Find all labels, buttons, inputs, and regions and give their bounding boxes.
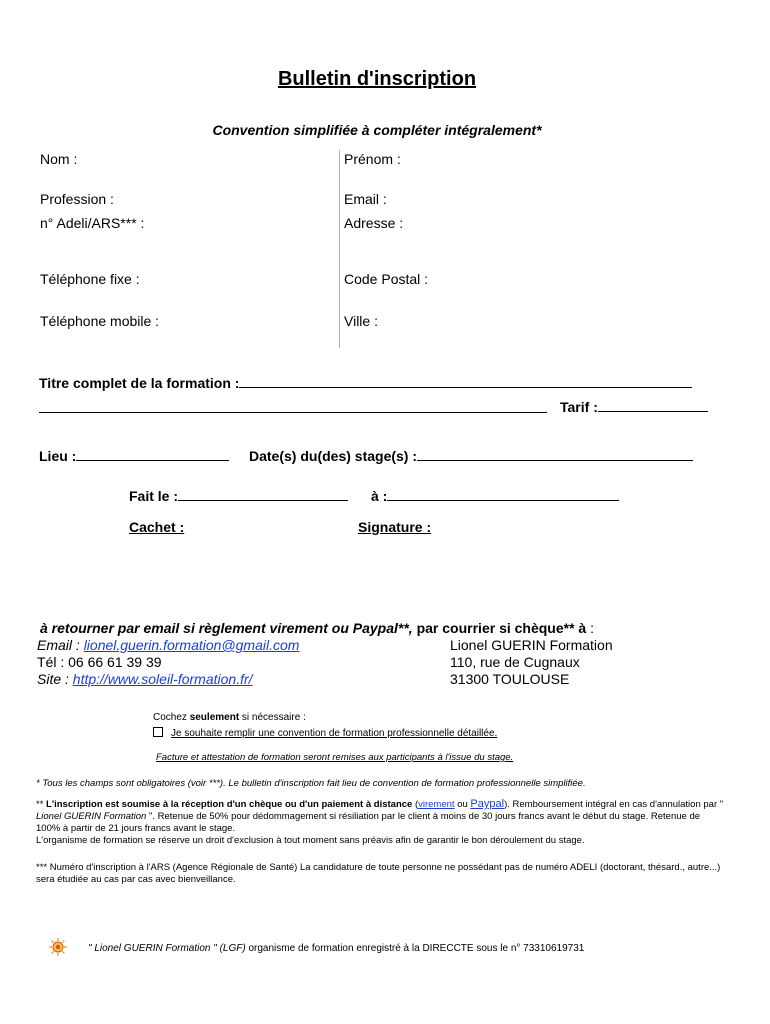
address-city: 31300 TOULOUSE xyxy=(450,671,570,687)
retour-intro-bold: par courrier si chèque** à xyxy=(412,620,587,636)
cochez-pre: Cochez xyxy=(153,712,190,723)
page-title: Bulletin d'inscription xyxy=(277,68,477,90)
convention-checkbox[interactable] xyxy=(153,727,163,737)
field-profession[interactable]: Profession : xyxy=(40,191,114,207)
titre-formation-row xyxy=(39,373,692,391)
note-ars: *** Numéro d'inscription à l'ARS (Agence Régionale de Santé) La candidature de toute personne ne possédant pas de numéro ADELI (doctorant, thésard., autre...) sera étudiée au cas par cas avec bienveillance. xyxy=(36,862,721,885)
facture-note: Facture et attestation de formation seront remises aux participants à l'issue du stage. xyxy=(156,752,514,763)
field-adresse[interactable]: Adresse : xyxy=(344,215,404,231)
page-subtitle: Convention simplifiée à compléter intégralement* xyxy=(212,122,542,138)
field-code-postal[interactable]: Code Postal : xyxy=(344,271,429,287)
tarif-line[interactable] xyxy=(598,397,708,412)
note2-exclusion: L'organisme de formation se réserve un droit d'exclusion à tout moment sans préavis afin de garantir le bon déroulement du stage. xyxy=(36,835,585,846)
note2-ou: ou xyxy=(454,799,471,810)
titre-formation-line-2[interactable] xyxy=(39,398,547,413)
lieu-line[interactable] xyxy=(76,446,229,461)
column-divider xyxy=(339,150,340,348)
cochez-bold: seulement xyxy=(189,712,240,723)
footer-lgf: (LGF) xyxy=(216,943,246,954)
field-nom[interactable]: Nom : xyxy=(40,151,78,167)
lieu-row xyxy=(39,446,229,464)
tarif-row xyxy=(560,397,708,415)
note2-bold: L'inscription est soumise à la réception d'un chèque ou d'un paiement à distance xyxy=(46,799,413,810)
field-ville[interactable]: Ville : xyxy=(344,313,378,329)
retour-intro-italic: à retourner par email si règlement virement ou Paypal**, xyxy=(40,620,413,636)
field-email[interactable]: Email : xyxy=(344,191,387,207)
note2-open: ( xyxy=(412,799,419,810)
dates-row xyxy=(249,446,693,464)
address-street: 110, rue de Cugnaux xyxy=(450,654,580,670)
cachet-label: Cachet : xyxy=(129,519,185,535)
fait-le-row xyxy=(129,486,348,504)
dates-line[interactable] xyxy=(417,446,693,461)
convention-option[interactable] xyxy=(153,727,497,739)
virement-link[interactable]: virement xyxy=(418,799,455,810)
site-link[interactable]: http://www.soleil-formation.fr/ xyxy=(72,671,253,687)
a-label: à : xyxy=(371,488,388,504)
email-link[interactable]: lionel.guerin.formation@gmail.com xyxy=(83,637,300,653)
footer-rest: organisme de formation enregistré à la DIRECCTE sous le n° 73310619731 xyxy=(245,943,585,954)
fait-le-line[interactable] xyxy=(178,486,348,501)
note2-rest2: ". Retenue de 50% pour dédommagement si résiliation par le client à moins de 30 jours francs avant le début du stage. Retenue de 100% à partir de 21 jours francs avant le stage. xyxy=(36,811,701,834)
note-payment xyxy=(36,798,726,847)
field-prenom[interactable]: Prénom : xyxy=(344,151,401,167)
email-label: Email : xyxy=(37,637,84,653)
field-telephone-mobile[interactable]: Téléphone mobile : xyxy=(40,313,160,329)
signature-label: Signature : xyxy=(358,519,432,535)
contact-tel: Tél : 06 66 61 39 39 xyxy=(37,654,162,670)
field-telephone-fixe[interactable]: Téléphone fixe : xyxy=(40,271,140,287)
sun-logo-icon xyxy=(48,937,68,957)
retour-instructions xyxy=(40,620,594,636)
lieu-label: Lieu : xyxy=(39,448,77,464)
titre-formation-label: Titre complet de la formation : xyxy=(39,375,240,391)
note-fields-required: * Tous les champs sont obligatoires (voir ***). Le bulletin d'inscription fait lieu de convention de formation professionnelle simplifiée. xyxy=(36,778,586,789)
contact-site-row xyxy=(37,671,253,687)
retour-intro-end: : xyxy=(586,620,595,636)
note2-star: ** xyxy=(36,799,47,810)
contact-email-row xyxy=(37,637,299,653)
footer-company: " Lionel GUERIN Formation " xyxy=(88,943,217,954)
field-adeli[interactable]: n° Adeli/ARS*** : xyxy=(40,215,145,231)
convention-checkbox-label: Je souhaite remplir une convention de formation professionnelle détaillée. xyxy=(171,728,498,739)
note2-company: Lionel GUERIN Formation xyxy=(36,811,147,822)
address-company: Lionel GUERIN Formation xyxy=(450,637,613,653)
titre-formation-line[interactable] xyxy=(239,373,692,388)
a-line[interactable] xyxy=(387,486,619,501)
note2-rest1: ). Remboursement intégral en cas d'annulation par " xyxy=(504,799,724,810)
fait-le-label: Fait le : xyxy=(129,488,179,504)
cochez-post: si nécessaire : xyxy=(239,712,306,723)
footer-registration xyxy=(88,943,584,954)
site-label: Site : xyxy=(37,671,73,687)
paypal-link[interactable]: Paypal xyxy=(470,798,505,810)
cochez-text xyxy=(153,712,306,723)
dates-label: Date(s) du(des) stage(s) : xyxy=(249,448,418,464)
a-row xyxy=(371,486,619,504)
tarif-label: Tarif : xyxy=(560,399,598,415)
